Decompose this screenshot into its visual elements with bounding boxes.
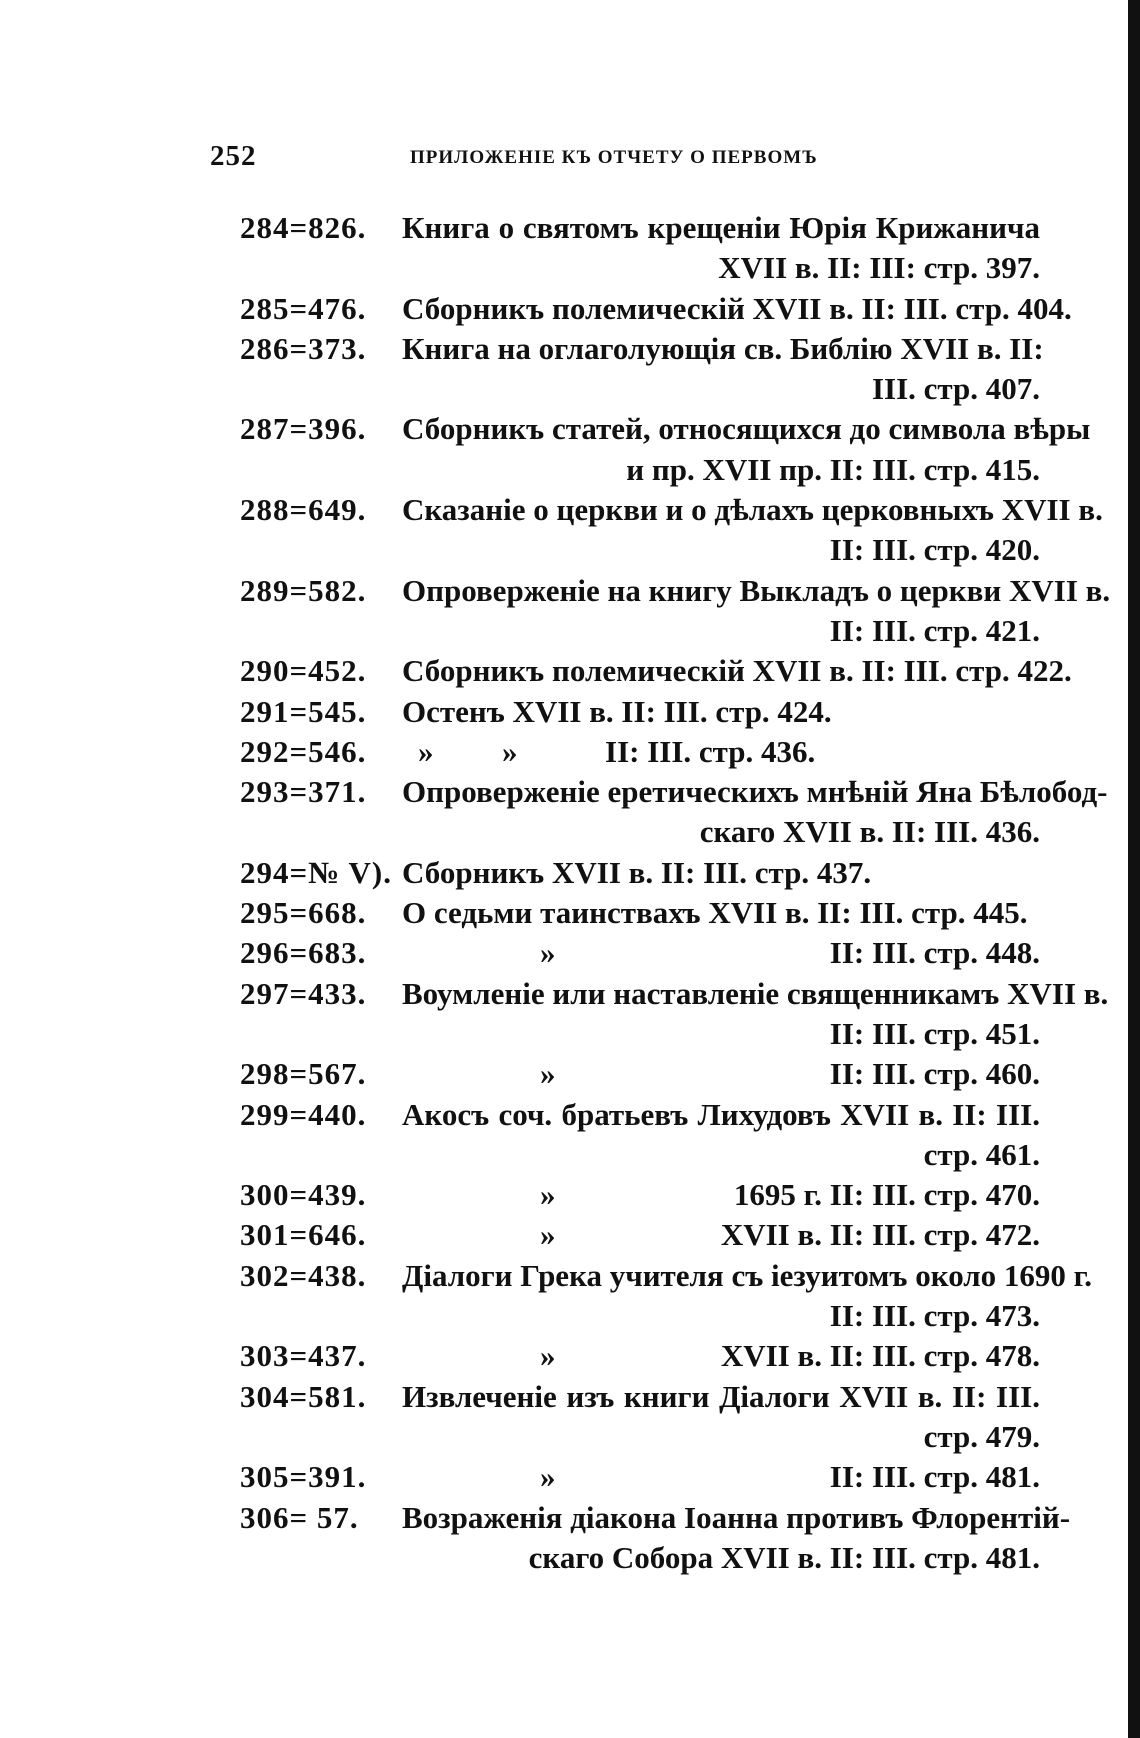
entry-title: Опроверженіе на книгу Выкладъ о церкви XVII в. (402, 572, 1111, 608)
entry-number: 298=567. (240, 1056, 367, 1092)
ditto-mark: » (418, 733, 434, 769)
ditto-mark: » (540, 1338, 556, 1374)
entry-continuation: XVII в. II: III: стр. 397. (718, 250, 1040, 286)
entry-title: Книга о святомъ крещеніи Юрія Крижанича (402, 210, 1040, 245)
entry-number: 292=546. (240, 733, 367, 769)
catalog-entry (240, 490, 1103, 530)
entry-location: II: III. стр. 481. (829, 1459, 1040, 1495)
entry-title: Воумленіе или наставленіе священникамъ XVII в. (402, 975, 1109, 1011)
running-head: ПРИЛОЖЕНІЕ КЪ ОТЧЕТУ О ПЕРВОМЪ (410, 147, 818, 168)
entry-number: 305=391. (240, 1459, 367, 1495)
entry-number: 295=668. (240, 895, 367, 931)
catalog-entry (240, 571, 1111, 611)
catalog-entry-continuation (240, 1417, 1040, 1457)
catalog-entry-continuation (240, 812, 1040, 852)
catalog-entry (240, 1457, 1040, 1497)
entry-location: 1695 г. II: III. стр. 470. (733, 1177, 1040, 1213)
entry-number: 300=439. (240, 1177, 367, 1213)
entry-title: О седьми таинствахъ XVII в. II: III. стр. 445. (402, 895, 1028, 931)
entry-number: 289=582. (240, 572, 367, 608)
catalog-entry (240, 974, 1109, 1014)
entry-title: Извлеченіе изъ книги Діалоги XVII в. II: III. (402, 1378, 1040, 1414)
entry-number: 290=452. (240, 653, 367, 689)
entry-number: 284=826. (240, 210, 367, 245)
catalog-entry (240, 289, 1072, 329)
entry-continuation: II: III. стр. 421. (829, 612, 1040, 648)
ditto-mark: » (540, 1217, 556, 1253)
catalog-entry (240, 1215, 1040, 1255)
entry-number: 303=437. (240, 1338, 367, 1374)
catalog-entry (240, 329, 1044, 369)
catalog-entry (240, 732, 1040, 772)
catalog-entry (240, 1054, 1040, 1094)
ditto-mark: » (502, 733, 518, 769)
entry-location: II: III. стр. 448. (829, 935, 1040, 971)
catalog-entry-continuation (240, 248, 1040, 288)
catalog-entry (240, 409, 1091, 449)
entry-continuation: стр. 479. (923, 1418, 1040, 1454)
entry-title: Сборникъ полемическій XVII в. II: III. стр. 422. (402, 653, 1072, 689)
entry-continuation: скаго Собора XVII в. II: III. стр. 481. (528, 1539, 1040, 1575)
catalog-entry (240, 208, 1040, 248)
catalog-entry (240, 1256, 1093, 1296)
catalog-entry (240, 1175, 1040, 1215)
entry-number: 301=646. (240, 1217, 367, 1253)
catalog-entry (240, 1377, 1040, 1417)
catalog-entry (240, 651, 1072, 691)
catalog-entry-continuation (240, 1135, 1040, 1175)
catalog-entry (240, 772, 1108, 812)
entry-location: XVII в. II: III. стр. 472. (720, 1217, 1040, 1253)
catalog-entry (240, 933, 1040, 973)
entry-continuation: III. стр. 407. (871, 371, 1040, 407)
catalog-entry-continuation (240, 1296, 1040, 1336)
entry-number: 302=438. (240, 1257, 367, 1293)
entry-title: Книга на оглаголующія св. Библію XVII в. II: (402, 330, 1044, 366)
page-edge-rule (1128, 0, 1140, 1738)
catalog-entries (240, 208, 1111, 1578)
catalog-entry-continuation (240, 450, 1040, 490)
entry-number: 287=396. (240, 411, 367, 447)
entry-number: 297=433. (240, 975, 367, 1011)
entry-continuation: II: III. стр. 420. (829, 532, 1040, 568)
entry-number: 306= 57. (240, 1499, 359, 1535)
entry-title: Акосъ соч. братьевъ Лихудовъ XVII в. II: III. (402, 1096, 1040, 1132)
page-header (210, 140, 850, 180)
ditto-mark: » (540, 1459, 556, 1495)
catalog-entry-continuation (240, 611, 1040, 651)
entry-location: II: III. стр. 436. (605, 733, 816, 769)
entry-continuation: скаго XVII в. II: III. 436. (699, 814, 1040, 850)
entry-location: XVII в. II: III. стр. 478. (720, 1338, 1040, 1374)
entry-location: II: III. стр. 460. (829, 1056, 1040, 1092)
entry-title: Сборникъ XVII в. II: III. стр. 437. (402, 854, 872, 890)
entry-title: Возраженія діакона Іоанна противъ Флорентій- (402, 1499, 1071, 1535)
entry-title: Сборникъ полемическій XVII в. II: III. стр. 404. (402, 290, 1072, 326)
catalog-entry-continuation (240, 369, 1040, 409)
ditto-mark: » (540, 1056, 556, 1092)
entry-number: 291=545. (240, 693, 367, 729)
entry-title: Сборникъ статей, относящихся до символа вѣры (402, 411, 1091, 447)
ditto-mark: » (540, 1177, 556, 1213)
entry-continuation: II: III. стр. 473. (829, 1298, 1040, 1334)
entry-number: 294=№ V). (240, 854, 392, 890)
entry-continuation: II: III. стр. 451. (829, 1015, 1040, 1051)
entry-title: Діалоги Грека учителя съ іезуитомъ около 1690 г. (402, 1257, 1093, 1293)
catalog-entry-continuation (240, 1014, 1040, 1054)
entry-title: Опроверженіе еретическихъ мнѣній Яна Бѣлобод- (402, 774, 1108, 810)
catalog-entry (240, 1095, 1040, 1135)
entry-title: Остенъ XVII в. II: III. стр. 424. (402, 693, 832, 729)
page-number: 252 (210, 140, 257, 172)
catalog-entry-continuation (240, 530, 1040, 570)
entry-number: 299=440. (240, 1096, 367, 1132)
catalog-entry (240, 853, 1040, 893)
ditto-mark: » (540, 935, 556, 971)
entry-number: 288=649. (240, 492, 367, 528)
entry-continuation: стр. 461. (923, 1136, 1040, 1172)
entry-title: Сказаніе о церкви и о дѣлахъ церковныхъ XVII в. (402, 492, 1103, 528)
entry-number: 286=373. (240, 330, 367, 366)
entry-number: 304=581. (240, 1378, 367, 1414)
entry-number: 293=371. (240, 774, 367, 810)
entry-continuation: и пр. XVII пр. II: III. стр. 415. (626, 451, 1040, 487)
entry-number: 285=476. (240, 290, 367, 326)
catalog-entry (240, 1498, 1071, 1538)
catalog-entry (240, 1336, 1040, 1376)
catalog-entry (240, 893, 1040, 933)
catalog-entry-continuation (240, 1538, 1040, 1578)
entry-number: 296=683. (240, 935, 367, 971)
catalog-entry (240, 692, 1040, 732)
